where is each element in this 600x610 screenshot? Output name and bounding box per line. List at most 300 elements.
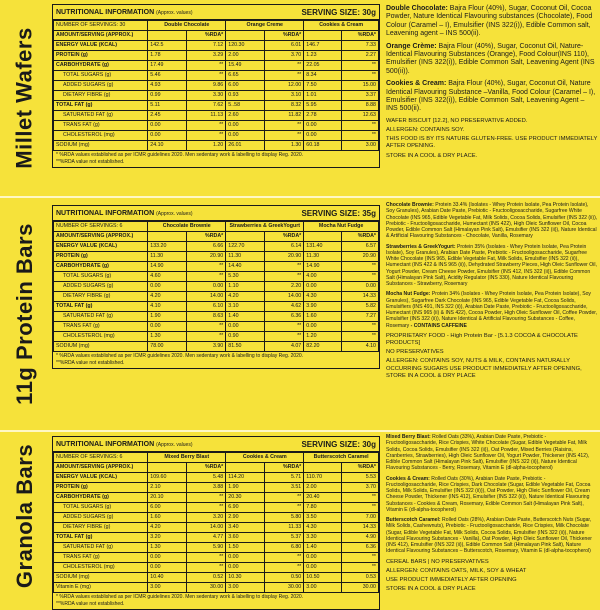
nutrient-value: 0.93 [226,91,265,101]
nutrient-value: 6.00 [148,503,187,513]
panel-title-text: NUTRITIONAL INFORMATION [56,8,155,16]
nutrient-value: 14.00 [187,523,226,533]
panel-header [53,5,379,20]
ingredients-protein-bars [386,202,598,382]
nutrient-value: 3.10 [265,91,304,101]
rda-label: %RDA* [265,232,304,242]
rda-label: %RDA* [341,232,378,242]
table-row [54,302,379,312]
nutrition-panel-granola-bars [52,436,380,610]
product-notes [386,559,598,594]
nutrient-value: 6.36 [265,312,304,322]
ingredient-block [386,517,598,555]
nutrient-value: 10.40 [148,573,187,583]
footnotes [53,151,379,167]
nutrient-value: 12.00 [265,81,304,91]
nutrition-panel-millet-wafers [52,4,380,168]
nutrient-value: ** [341,121,378,131]
nutrient-value: ** [187,322,226,332]
product-note: NO PRESERVATIVES [386,349,444,356]
nutrient-value: 3.30 [187,91,226,101]
ingredient-block [386,244,598,288]
empty-cell [304,463,341,473]
nutrient-value: ** [265,553,304,563]
table-subheader-row [54,232,379,242]
nutrient-value: 4.20 [148,292,187,302]
footnote: **%RDA value not established. [56,159,125,165]
panel-title [56,441,192,448]
variant-name: Mixed Berry Blast [148,453,226,463]
nutrient-value: ** [265,61,304,71]
nutrient-value: 3.00 [341,141,378,151]
nutrient-value: 4.90 [341,533,378,543]
rda-label: %RDA* [265,31,304,41]
nutrient-label: ENERGY VALUE (KCAL) [54,473,148,483]
nutrient-value: 7.50 [304,81,341,91]
variant-name: Orange Creme [226,21,304,31]
ingredient-text: Rolled Oats (33%), Arabian Date Paste, Prebiotic - Fructooligosaccharide, Rice Crispies, White Chocolate (Sugar, Edible Vegetable Fat, Milk Solids, Cocoa Solids, Emulsifier (INS 322 (ii)), Oat Powder, Mixed Berries (Raisins, Cranberries, Strawberries), High Oleic Sunflower Oil, Yogurt Powder, Thickener (INS 412), Edible Common Salt (Himalayan Pink Salt), Emulsifier (INS 322 (ii)), Nature Identical Flavouring Substances - Berry, Rosemary, Vitamin E (dl-alpha-tocopherol) [386,434,590,472]
product-note: STORE IN A COOL & DRY PLACE. [386,152,478,159]
table-row [54,332,379,342]
nutrient-value: 11.33 [265,523,304,533]
nutrient-value: ** [187,332,226,342]
nutrient-label: CHOLESTEROL (mg) [54,131,148,141]
nutrient-value: 10.30 [226,573,265,583]
nutrient-value: 133.20 [148,242,187,252]
nutrient-value: 6.00 [226,81,265,91]
nutrient-value: 3.70 [341,483,378,493]
nutrient-value: ** [341,71,378,81]
nutrient-value: 0.00 [304,563,341,573]
product-notes [386,118,598,160]
nutrient-value: 4.20 [148,523,187,533]
nutrient-value: 2.00 [226,51,265,61]
footnote: * %RDA values established as per ICMR guidelines 2020. Men sedentary work & labelling to display Reg. 2020. [56,353,304,359]
nutrient-value: 6.14 [265,242,304,252]
nutrient-value: 20.90 [265,252,304,262]
nutrient-value: ** [187,71,226,81]
nutrient-value: ** [265,332,304,342]
nutrient-value: ** [265,272,304,282]
table-row [54,141,379,151]
nutrient-value: 6.36 [341,543,378,553]
nutrient-value: ** [341,61,378,71]
variant-ingredient-name: Butterscotch Caramel: [386,517,441,523]
nutrient-label: PROTEIN (g) [54,252,148,262]
variant-name: Mocha Nut Fudge [304,222,379,232]
nutrient-label: SATURATED FAT (g) [54,111,148,121]
panel-subtitle: (Approx. values) [156,210,193,217]
table-row [54,81,379,91]
rda-label: %RDA* [341,31,378,41]
nutrition-panel-protein-bars [52,205,380,369]
empty-cell [148,463,187,473]
product-note: CEREAL BARS | NO PRESERVATIVES [386,558,489,565]
nutrient-value: 3.50 [304,513,341,523]
nutrient-value: ** [187,563,226,573]
nutrient-value: 14.33 [341,292,378,302]
nutrient-value: 8.32 [265,101,304,111]
nutrient-value: ** [187,262,226,272]
nutrient-value: 9.86 [187,81,226,91]
nutrient-value: 6.01 [265,41,304,51]
nutrient-label: SODIUM (mg) [54,141,148,151]
nutrient-value: 6.80 [265,543,304,553]
nutrient-value: 20.30 [226,493,265,503]
panel-title-text: NUTRITIONAL INFORMATION [56,209,155,217]
nutrition-table [53,20,379,151]
nutrient-value: 5.90 [187,543,226,553]
table-row [54,91,379,101]
nutrient-value: 2.90 [226,513,265,523]
nutrient-value: 0.00 [226,553,265,563]
footnote: * %RDA values established as per ICMR guidelines 2020. Men sedentary work & labelling to display Reg. 2020. [56,594,304,600]
panel-header [53,437,379,452]
table-row [54,553,379,563]
table-row [54,71,379,81]
ingredient-text: Bajra Flour (40%), Sugar, Coconut Oil, Nature-Identical Flavouring Substances (Orange), Food Colour(INS 110), Emulsifier (INS 322(i)), Edible Common Salt, Leavening Agent (INS 500(ii)). [386,42,595,75]
nutrient-value: 0.00 [226,563,265,573]
nutrient-value: 2.78 [304,111,341,121]
table-row [54,342,379,352]
nutrient-value: ** [341,503,378,513]
rda-label: %RDA* [187,232,226,242]
nutrient-value: 3.20 [187,513,226,523]
serving-size: SERVING SIZE: 35g [301,208,376,218]
nutrient-value: 1.30 [148,332,187,342]
table-row [54,252,379,262]
variant-ingredient-name: Double Chocolate: [386,5,448,12]
nutrient-value: 2.27 [341,51,378,61]
table-row [54,503,379,513]
product-note: ALLERGEN: CONTAINS SOY. [386,127,465,134]
nutrient-value: 11.30 [148,252,187,262]
nutrient-value: 1.20 [187,141,226,151]
nutrient-value: 0.00 [226,121,265,131]
nutrient-value: 2.20 [265,282,304,292]
nutrient-label: TRANS FAT (g) [54,121,148,131]
table-row [54,573,379,583]
nutrient-value: 1.30 [148,543,187,553]
table-header-row [54,21,379,31]
nutrient-value: 3.30 [304,533,341,543]
nutrient-value: 5..58 [226,101,265,111]
nutrient-label: ADDED SUGARS (g) [54,513,148,523]
nutrient-value: 1.78 [148,51,187,61]
variant-ingredient-name: Chocolate Brownie: [386,202,434,208]
ingredient-block [386,476,598,514]
variant-ingredient-name: Mixed Berry Blast: [386,434,431,440]
nutrient-value: ** [187,61,226,71]
ingredient-text: Rolled Oats (30%), Arabian Date Paste, Prebiotic - Fructooligosaccharide, Rice Crispies, Dark Chocolate (Sugar, Edible Vegetable Fat, Cocoa Solids, Milk Solids, Emulsifier (INS 322 (ii))), Oat Powder, High Oleic Sunflower Oil, Cream Cheese Powder, Thickener (INS 412), Emulsifier (INS 322 (ii)), Nature Identical Flavouring Substances - Cookies & Cream, Rosemary, Edible Common Salt (Himalayan Pink Salt), Vitamin E (dl-alpha-tocopherol) [386,475,591,513]
product-note: ALLERGEN: CONTAINS OATS, MILK, SOY & WHEAT [386,567,527,574]
product-note: ALLERGEN: CONTAINS SOY, NUTS & MILK, CONTAINS NATURALLY OCCURRING SUGARS USE PRODUCT IMMEDIATELY AFTER OPENING, STORE IN A COOL & DRY PLACE [386,358,582,379]
nutrient-value: 2.00 [304,483,341,493]
table-subheader-row [54,463,379,473]
nutrient-value: 15.00 [341,81,378,91]
table-row [54,121,379,131]
nutrient-value: 17.49 [148,61,187,71]
nutrient-value: 0.53 [341,573,378,583]
table-row [54,262,379,272]
rda-label: %RDA* [187,31,226,41]
table-row [54,61,379,71]
footnotes [53,593,379,609]
nutrient-value: ** [187,121,226,131]
nutrient-value: 110.70 [304,473,341,483]
nutrient-value: 14.33 [341,523,378,533]
table-row [54,483,379,493]
nutrient-value: 4.62 [265,302,304,312]
table-row [54,473,379,483]
variant-name: Butterscotch Caramel [304,453,379,463]
table-header-row [54,453,379,463]
nutrient-value: 11.30 [304,252,341,262]
nutrient-value: ** [341,262,378,272]
nutrient-label: ENERGY VALUE (KCAL) [54,242,148,252]
nutrient-label: ENERGY VALUE (KCAL) [54,41,148,51]
servings-count: NUMBER OF SERVINGS: 6 [54,222,148,232]
nutrient-value: 11.13 [187,111,226,121]
nutrient-value: 3.29 [187,51,226,61]
nutrient-value: 22.05 [304,61,341,71]
nutrient-value: 4.77 [187,533,226,543]
nutrient-value: 20.90 [187,252,226,262]
nutrient-value: 120.30 [226,41,265,51]
servings-count: NUMBER OF SERVINGS: 6 [54,453,148,463]
nutrient-value: 5.30 [226,272,265,282]
nutrient-value: 146.7 [304,41,341,51]
product-note: STORE IN A COOL & DRY PLACE [386,586,476,593]
footnote: **%RDA value not established. [56,601,125,607]
nutrient-value: 14.40 [226,262,265,272]
nutrient-label: TRANS FAT (g) [54,322,148,332]
nutrient-value: 1.60 [148,513,187,523]
nutrient-value: 7.33 [341,41,378,51]
nutrient-value: 4.93 [148,81,187,91]
ingredient-block [386,202,598,240]
nutrient-label: CHOLESTEROL (mg) [54,563,148,573]
nutrient-value: 3.00 [148,583,187,593]
nutrient-value: 0.00 [148,553,187,563]
nutrient-value: 5.71 [265,473,304,483]
nutrient-value: ** [341,553,378,563]
nutrient-value: ** [341,272,378,282]
nutrient-label: SODIUM (mg) [54,573,148,583]
nutrient-value: 10.50 [304,573,341,583]
nutrient-value: ** [341,332,378,342]
nutrient-value: 114.20 [226,473,265,483]
nutrient-value: ** [187,553,226,563]
table-row [54,41,379,51]
nutrient-value: 142.5 [148,41,187,51]
nutrient-value: 0.00 [148,563,187,573]
table-row [54,51,379,61]
nutrient-label: SODIUM (mg) [54,342,148,352]
nutrient-value: 0.00 [304,121,341,131]
nutrient-value: 0.00 [304,322,341,332]
nutrient-value: 14.00 [265,292,304,302]
nutrient-value: 8.88 [341,101,378,111]
nutrient-label: ADDED SUGARS (g) [54,81,148,91]
ingredient-block [386,291,598,329]
nutrient-value: ** [341,322,378,332]
nutrient-value: 0.00 [148,282,187,292]
product-note: USE PRODUCT IMMEDIATELY AFTER OPENING [386,576,517,583]
nutrient-value: ** [265,322,304,332]
nutrient-value: 7.62 [187,101,226,111]
nutrient-value: 5.53 [341,473,378,483]
nutrient-value: 3.88 [187,483,226,493]
table-row [54,282,379,292]
nutrient-value: 1.23 [304,51,341,61]
nutrient-label: CHOLESTEROL (mg) [54,332,148,342]
nutrient-value: 0.00 [341,282,378,292]
nutrient-value: 3.37 [341,91,378,101]
nutrient-value: 5.37 [265,533,304,543]
product-notes [386,333,598,380]
nutrient-value: 0.00 [148,131,187,141]
ingredient-text: Protein 34% (Isolates - Whey Protein Isolate, Pea Protein Isolate), Soy Granules), Sugarfree Dark Chocolate (INS 965, Edible Vegetable Fat, Cocoa Solids, Emulsifiers (INS 491, INS 322 (ii)), Arabian Date Paste, Prebiotic - Fructooligosaccharide, Humectant (INS 965 (ii) & INS 422), Cocoa Powder, High Oleic Sunflower Oil, Coffee Powder, Emulsifier (INS 322 (ii)), Nature Identical & Artificial Flavouring Substances - Coffee, Rosemary [386,291,598,329]
nutrient-value: 3.10 [226,302,265,312]
serving-size: SERVING SIZE: 30g [301,7,376,17]
nutrient-value: 0.99 [148,91,187,101]
panel-subtitle: (Approx. values) [156,441,193,448]
nutrient-value: 60.18 [304,141,341,151]
side-label-protein: 11g Protein Bars [12,223,38,405]
nutrient-value: 122.70 [226,242,265,252]
nutrient-value: 1.50 [226,543,265,553]
nutrient-label: DIETARY FIBRE (g) [54,523,148,533]
ingredient-text: Bajra Flour (40%), Sugar, Coconut Oil, Nature Identical Flavouring Substance –Vanilla, Food Colour (Caramel – I), Emulsifier (INS 322(i)), Edible Common Salt, Leavening Agent – INS 500(ii). [386,80,596,113]
nutrient-value: 24.10 [148,141,187,151]
nutrient-label: PROTEIN (g) [54,483,148,493]
nutrient-label: ADDED SUGARS (g) [54,282,148,292]
nutrient-value: 3.00 [304,583,341,593]
variant-name: Strawberries & GreekYogurt [226,222,304,232]
nutrient-label: TOTAL FAT (g) [54,101,148,111]
nutrient-value: 4.30 [304,523,341,533]
variant-ingredient-name: Mocha Nut Fudge: [386,291,431,298]
table-row [54,272,379,282]
ingredient-text: Rolled Oats (28%), Arabian Date Paste, Butterscotch Nuts (Sugar, Milk Solids, Cashewnuts), Prebiotic - Fructooligosaccharide, Rice Crispies, Milk Chocolate (Sugar, Edible Vegetable Fat, Milk Solids, Cocoa Solids, Emulsifier (INS 322 (ii)), Nature Identical Flavouring Substances - Vanilla), Oat Powder, High Oleic Sunflower Oil, Thickener (INS 412), Emulsifier (INS 322 (ii)), Edible Common Salt (Himalayan Pink Salt), Nature Identical Flavouring Substances – Butterscotch, Rosemary, Vitamin E (dl-alpha-tocopherol) [386,517,592,555]
empty-cell [304,31,341,41]
nutrient-value: 14.00 [187,292,226,302]
nutrient-label: PROTEIN (g) [54,51,148,61]
nutrient-value: 2.10 [148,483,187,493]
panel-title-text: NUTRITIONAL INFORMATION [56,440,155,448]
variant-name: Chocolate Brownie [148,222,226,232]
amount-label: AMOUNT/SERVING (APPROX.) [54,31,148,41]
nutrient-value: 0.50 [265,573,304,583]
nutrient-value: 30.00 [341,583,378,593]
product-note: THIS FOOD IS BY ITS NATURE GLUTEN-FREE. USE PRODUCT IMMEDIATELY AFTER OPENING. [386,136,598,150]
nutrient-value: ** [341,131,378,141]
panel-subtitle: (Approx. values) [156,9,193,16]
nutrient-value: ** [265,262,304,272]
nutrient-value: 12.63 [341,111,378,121]
amount-label: AMOUNT/SERVING (APPROX.) [54,232,148,242]
table-row [54,543,379,553]
nutrient-value: 14.90 [304,262,341,272]
footnote: * %RDA values established as per ICMR guidelines 2020. Men sedentary work & labelling to display Reg. 2020. [56,152,304,158]
ingredient-text: Protein 33.4% (Isolates - Whey Protein Isolate, Pea Protein Isolate), Soy Granules), Arabian Date Paste, Prebiotic - Fructooligosaccharide, Sugarfree White Chocolate (INS 965, Edible Vegetable Fat, Milk Solids, Cocoa Solids, Emulsifier (INS 322 (ii)), Prebiotic - Fructooligosaccharide, Humectant (INS 422), High Oleic Sunflower Oil, Cocoa Powder, Edible Common Salt (Himalayan Pink Salt), Emulsifier (INS 322 (ii)), Nature Identical & Artificial Flavouring Substances - Chocolate, Vanilla, Rosemary [386,202,598,240]
nutrient-label: DIETARY FIBRE (g) [54,91,148,101]
nutrient-value: 3.20 [148,533,187,543]
nutrient-value: 131.40 [304,242,341,252]
nutrient-value: 6.10 [187,302,226,312]
panel-title [56,9,192,16]
nutrient-label: DIETARY FIBRE (g) [54,292,148,302]
variant-ingredient-name: Cookies & Cream: [386,80,447,88]
table-row [54,513,379,523]
nutrient-value: ** [341,563,378,573]
empty-cell [148,31,187,41]
nutrient-value: 4.60 [148,272,187,282]
nutrient-value: 0.00 [148,322,187,332]
panel-title [56,210,192,217]
empty-cell [226,232,265,242]
nutrient-label: CARBOHYDRATE (g) [54,262,148,272]
empty-cell [148,232,187,242]
nutrient-value: 4.20 [226,292,265,302]
nutrient-value: ** [187,272,226,282]
variant-name: Cookies & Cream [226,453,304,463]
nutrient-value: 0.00 [304,282,341,292]
nutrient-value: 3.90 [304,302,341,312]
nutrient-value: 4.10 [341,342,378,352]
serving-size: SERVING SIZE: 30g [301,439,376,449]
nutrient-value: 15.49 [226,61,265,71]
rda-label: %RDA* [265,463,304,473]
nutrient-value: 5.48 [187,473,226,483]
nutrient-label: CARBOHYDRATE (g) [54,61,148,71]
nutrient-value: 1.90 [226,483,265,493]
nutrient-value: 7.27 [341,312,378,322]
nutrient-value: 2.45 [148,111,187,121]
table-row [54,312,379,322]
nutrient-value: 109.60 [148,473,187,483]
table-subheader-row [54,31,379,41]
nutrition-table [53,452,379,593]
nutrient-label: Vitamin E (mg) [54,583,148,593]
nutrient-value: 8.63 [187,312,226,322]
nutrient-value: 8.34 [304,71,341,81]
nutrient-label: CARBOHYDRATE (g) [54,493,148,503]
nutrient-value: ** [187,503,226,513]
side-label-millet: Millet Wafers [12,27,38,169]
nutrient-label: TOTAL SUGARS (g) [54,503,148,513]
ingredient-block [386,434,598,472]
nutrient-value: 1.40 [226,312,265,322]
nutrient-value: 1.30 [265,141,304,151]
table-row [54,292,379,302]
nutrient-value: 30.00 [187,583,226,593]
variant-name: Cookies & Cream [304,21,379,31]
footnotes [53,352,379,368]
nutrient-value: 1.90 [148,312,187,322]
nutrient-value: 4.10 [148,302,187,312]
variant-ingredient-name: Orange Crème: [386,42,437,50]
nutrient-value: 0.52 [187,573,226,583]
table-row [54,523,379,533]
nutrient-value: 1.20 [304,332,341,342]
nutrient-value: 3.00 [226,583,265,593]
nutrient-value: 20.10 [148,493,187,503]
ingredient-block [386,43,598,77]
variant-ingredient-name: Cookies & Cream: [386,475,430,482]
ingredient-block [386,80,598,114]
